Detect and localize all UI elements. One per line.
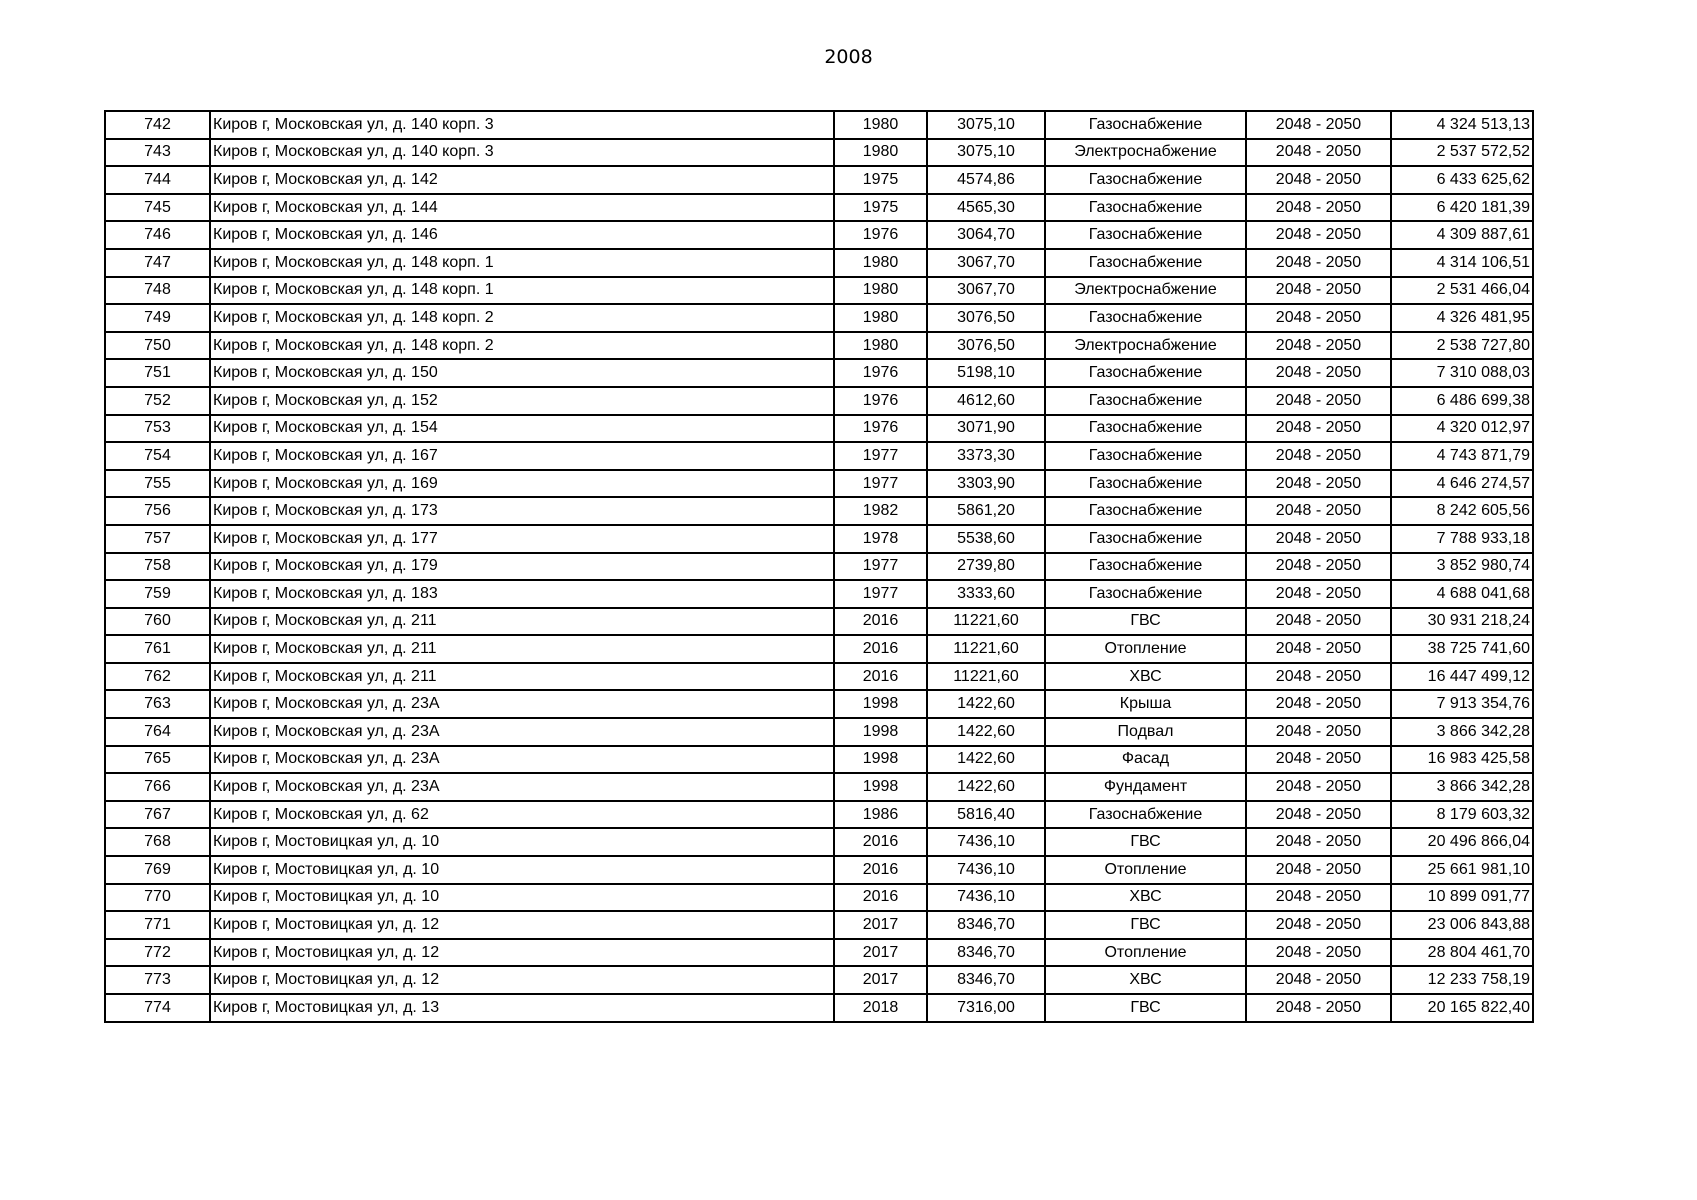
cost-cell: 7 310 088,03 (1391, 359, 1533, 387)
area-cell: 8346,70 (927, 966, 1045, 994)
address-cell: Киров г, Московская ул, д. 154 (210, 415, 834, 443)
work-type-cell: Электроснабжение (1045, 277, 1246, 305)
table-row (105, 746, 1533, 774)
period-cell: 2048 - 2050 (1246, 718, 1391, 746)
work-type-cell: Газоснабжение (1045, 470, 1246, 498)
address-cell: Киров г, Московская ул, д. 177 (210, 525, 834, 553)
period-cell: 2048 - 2050 (1246, 966, 1391, 994)
area-cell: 3067,70 (927, 249, 1045, 277)
period-cell: 2048 - 2050 (1246, 911, 1391, 939)
cost-cell: 2 531 466,04 (1391, 277, 1533, 305)
address-cell: Киров г, Московская ул, д. 23А (210, 690, 834, 718)
row-number-cell: 760 (105, 608, 210, 636)
repair-schedule-table (104, 110, 1534, 1023)
table-row (105, 497, 1533, 525)
work-type-cell: Газоснабжение (1045, 580, 1246, 608)
table-row (105, 773, 1533, 801)
work-type-cell: Газоснабжение (1045, 111, 1246, 139)
address-cell: Киров г, Московская ул, д. 140 корп. 3 (210, 111, 834, 139)
row-number-cell: 745 (105, 194, 210, 222)
row-number-cell: 765 (105, 746, 210, 774)
row-number-cell: 757 (105, 525, 210, 553)
cost-cell: 3 866 342,28 (1391, 718, 1533, 746)
cost-cell: 28 804 461,70 (1391, 939, 1533, 967)
table-row (105, 249, 1533, 277)
page-number: 2008 (824, 46, 873, 68)
year-built-cell: 1976 (834, 221, 927, 249)
year-built-cell: 1977 (834, 442, 927, 470)
work-type-cell: Фундамент (1045, 773, 1246, 801)
year-built-cell: 1975 (834, 194, 927, 222)
table-row (105, 635, 1533, 663)
work-type-cell: ХВС (1045, 663, 1246, 691)
year-built-cell: 1980 (834, 249, 927, 277)
area-cell: 5198,10 (927, 359, 1045, 387)
year-built-cell: 1976 (834, 359, 927, 387)
year-built-cell: 1998 (834, 690, 927, 718)
period-cell: 2048 - 2050 (1246, 608, 1391, 636)
address-cell: Киров г, Московская ул, д. 179 (210, 553, 834, 581)
table-row (105, 608, 1533, 636)
address-cell: Киров г, Московская ул, д. 148 корп. 1 (210, 249, 834, 277)
row-number-cell: 748 (105, 277, 210, 305)
period-cell: 2048 - 2050 (1246, 828, 1391, 856)
cost-cell: 16 983 425,58 (1391, 746, 1533, 774)
area-cell: 7436,10 (927, 856, 1045, 884)
area-cell: 1422,60 (927, 746, 1045, 774)
area-cell: 3373,30 (927, 442, 1045, 470)
cost-cell: 4 324 513,13 (1391, 111, 1533, 139)
period-cell: 2048 - 2050 (1246, 442, 1391, 470)
cost-cell: 6 420 181,39 (1391, 194, 1533, 222)
table-row (105, 111, 1533, 139)
period-cell: 2048 - 2050 (1246, 359, 1391, 387)
row-number-cell: 759 (105, 580, 210, 608)
work-type-cell: ХВС (1045, 884, 1246, 912)
cost-cell: 4 326 481,95 (1391, 304, 1533, 332)
cost-cell: 23 006 843,88 (1391, 911, 1533, 939)
area-cell: 3075,10 (927, 139, 1045, 167)
work-type-cell: Отопление (1045, 856, 1246, 884)
work-type-cell: Газоснабжение (1045, 415, 1246, 443)
work-type-cell: Газоснабжение (1045, 359, 1246, 387)
address-cell: Киров г, Московская ул, д. 183 (210, 580, 834, 608)
address-cell: Киров г, Московская ул, д. 142 (210, 166, 834, 194)
cost-cell: 38 725 741,60 (1391, 635, 1533, 663)
area-cell: 7436,10 (927, 884, 1045, 912)
area-cell: 2739,80 (927, 553, 1045, 581)
address-cell: Киров г, Московская ул, д. 23А (210, 718, 834, 746)
period-cell: 2048 - 2050 (1246, 663, 1391, 691)
table-row (105, 966, 1533, 994)
row-number-cell: 763 (105, 690, 210, 718)
table-row (105, 442, 1533, 470)
cost-cell: 7 788 933,18 (1391, 525, 1533, 553)
address-cell: Киров г, Мостовицкая ул, д. 10 (210, 884, 834, 912)
cost-cell: 20 165 822,40 (1391, 994, 1533, 1022)
work-type-cell: Газоснабжение (1045, 525, 1246, 553)
year-built-cell: 2018 (834, 994, 927, 1022)
work-type-cell: Отопление (1045, 939, 1246, 967)
cost-cell: 4 314 106,51 (1391, 249, 1533, 277)
work-type-cell: ГВС (1045, 828, 1246, 856)
year-built-cell: 1980 (834, 139, 927, 167)
table-row (105, 415, 1533, 443)
period-cell: 2048 - 2050 (1246, 497, 1391, 525)
area-cell: 1422,60 (927, 690, 1045, 718)
area-cell: 11221,60 (927, 608, 1045, 636)
row-number-cell: 766 (105, 773, 210, 801)
area-cell: 11221,60 (927, 663, 1045, 691)
table-row (105, 580, 1533, 608)
row-number-cell: 750 (105, 332, 210, 360)
cost-cell: 6 433 625,62 (1391, 166, 1533, 194)
table-body (105, 111, 1533, 1022)
year-built-cell: 2016 (834, 635, 927, 663)
work-type-cell: Газоснабжение (1045, 166, 1246, 194)
year-built-cell: 1978 (834, 525, 927, 553)
cost-cell: 4 646 274,57 (1391, 470, 1533, 498)
cost-cell: 10 899 091,77 (1391, 884, 1533, 912)
year-built-cell: 2016 (834, 828, 927, 856)
table-row (105, 525, 1533, 553)
year-built-cell: 1982 (834, 497, 927, 525)
row-number-cell: 772 (105, 939, 210, 967)
area-cell: 3303,90 (927, 470, 1045, 498)
year-built-cell: 2017 (834, 966, 927, 994)
table-row (105, 718, 1533, 746)
period-cell: 2048 - 2050 (1246, 746, 1391, 774)
area-cell: 5861,20 (927, 497, 1045, 525)
row-number-cell: 754 (105, 442, 210, 470)
row-number-cell: 762 (105, 663, 210, 691)
row-number-cell: 747 (105, 249, 210, 277)
year-built-cell: 2016 (834, 663, 927, 691)
row-number-cell: 746 (105, 221, 210, 249)
cost-cell: 7 913 354,76 (1391, 690, 1533, 718)
table-row (105, 277, 1533, 305)
year-built-cell: 2016 (834, 884, 927, 912)
cost-cell: 2 537 572,52 (1391, 139, 1533, 167)
address-cell: Киров г, Московская ул, д. 148 корп. 2 (210, 304, 834, 332)
cost-cell: 12 233 758,19 (1391, 966, 1533, 994)
work-type-cell: Газоснабжение (1045, 387, 1246, 415)
cost-cell: 16 447 499,12 (1391, 663, 1533, 691)
period-cell: 2048 - 2050 (1246, 304, 1391, 332)
area-cell: 5538,60 (927, 525, 1045, 553)
work-type-cell: ГВС (1045, 911, 1246, 939)
area-cell: 5816,40 (927, 801, 1045, 829)
cost-cell: 8 242 605,56 (1391, 497, 1533, 525)
row-number-cell: 771 (105, 911, 210, 939)
period-cell: 2048 - 2050 (1246, 580, 1391, 608)
row-number-cell: 761 (105, 635, 210, 663)
row-number-cell: 755 (105, 470, 210, 498)
period-cell: 2048 - 2050 (1246, 994, 1391, 1022)
year-built-cell: 1975 (834, 166, 927, 194)
period-cell: 2048 - 2050 (1246, 884, 1391, 912)
address-cell: Киров г, Московская ул, д. 148 корп. 1 (210, 277, 834, 305)
period-cell: 2048 - 2050 (1246, 249, 1391, 277)
area-cell: 1422,60 (927, 718, 1045, 746)
area-cell: 7436,10 (927, 828, 1045, 856)
work-type-cell: ГВС (1045, 994, 1246, 1022)
table-row (105, 939, 1533, 967)
table-row (105, 884, 1533, 912)
row-number-cell: 758 (105, 553, 210, 581)
area-cell: 3076,50 (927, 304, 1045, 332)
area-cell: 3075,10 (927, 111, 1045, 139)
work-type-cell: Отопление (1045, 635, 1246, 663)
address-cell: Киров г, Мостовицкая ул, д. 12 (210, 911, 834, 939)
area-cell: 3067,70 (927, 277, 1045, 305)
table-row (105, 690, 1533, 718)
table-row (105, 221, 1533, 249)
year-built-cell: 1986 (834, 801, 927, 829)
period-cell: 2048 - 2050 (1246, 111, 1391, 139)
year-built-cell: 1980 (834, 111, 927, 139)
row-number-cell: 773 (105, 966, 210, 994)
row-number-cell: 742 (105, 111, 210, 139)
cost-cell: 3 866 342,28 (1391, 773, 1533, 801)
address-cell: Киров г, Московская ул, д. 146 (210, 221, 834, 249)
area-cell: 3064,70 (927, 221, 1045, 249)
year-built-cell: 2016 (834, 608, 927, 636)
period-cell: 2048 - 2050 (1246, 415, 1391, 443)
cost-cell: 6 486 699,38 (1391, 387, 1533, 415)
year-built-cell: 1998 (834, 773, 927, 801)
period-cell: 2048 - 2050 (1246, 332, 1391, 360)
cost-cell: 3 852 980,74 (1391, 553, 1533, 581)
cost-cell: 2 538 727,80 (1391, 332, 1533, 360)
row-number-cell: 769 (105, 856, 210, 884)
work-type-cell: Газоснабжение (1045, 553, 1246, 581)
table-row (105, 994, 1533, 1022)
address-cell: Киров г, Мостовицкая ул, д. 10 (210, 856, 834, 884)
period-cell: 2048 - 2050 (1246, 387, 1391, 415)
period-cell: 2048 - 2050 (1246, 635, 1391, 663)
area-cell: 4574,86 (927, 166, 1045, 194)
row-number-cell: 768 (105, 828, 210, 856)
area-cell: 4612,60 (927, 387, 1045, 415)
period-cell: 2048 - 2050 (1246, 194, 1391, 222)
cost-cell: 25 661 981,10 (1391, 856, 1533, 884)
area-cell: 8346,70 (927, 939, 1045, 967)
year-built-cell: 1998 (834, 746, 927, 774)
area-cell: 3071,90 (927, 415, 1045, 443)
address-cell: Киров г, Московская ул, д. 211 (210, 608, 834, 636)
table-row (105, 332, 1533, 360)
period-cell: 2048 - 2050 (1246, 277, 1391, 305)
table-row (105, 359, 1533, 387)
period-cell: 2048 - 2050 (1246, 525, 1391, 553)
table-row (105, 304, 1533, 332)
address-cell: Киров г, Московская ул, д. 148 корп. 2 (210, 332, 834, 360)
address-cell: Киров г, Московская ул, д. 173 (210, 497, 834, 525)
area-cell: 3076,50 (927, 332, 1045, 360)
area-cell: 7316,00 (927, 994, 1045, 1022)
work-type-cell: Газоснабжение (1045, 221, 1246, 249)
table-row (105, 470, 1533, 498)
address-cell: Киров г, Московская ул, д. 167 (210, 442, 834, 470)
address-cell: Киров г, Московская ул, д. 150 (210, 359, 834, 387)
work-type-cell: Газоснабжение (1045, 442, 1246, 470)
work-type-cell: Газоснабжение (1045, 304, 1246, 332)
period-cell: 2048 - 2050 (1246, 856, 1391, 884)
row-number-cell: 751 (105, 359, 210, 387)
year-built-cell: 2017 (834, 911, 927, 939)
work-type-cell: Газоснабжение (1045, 249, 1246, 277)
row-number-cell: 753 (105, 415, 210, 443)
table-row (105, 166, 1533, 194)
work-type-cell: Газоснабжение (1045, 497, 1246, 525)
address-cell: Киров г, Московская ул, д. 62 (210, 801, 834, 829)
table-row (105, 387, 1533, 415)
cost-cell: 20 496 866,04 (1391, 828, 1533, 856)
year-built-cell: 2016 (834, 856, 927, 884)
period-cell: 2048 - 2050 (1246, 470, 1391, 498)
year-built-cell: 2017 (834, 939, 927, 967)
work-type-cell: Газоснабжение (1045, 194, 1246, 222)
table-row (105, 856, 1533, 884)
cost-cell: 8 179 603,32 (1391, 801, 1533, 829)
work-type-cell: Газоснабжение (1045, 801, 1246, 829)
row-number-cell: 774 (105, 994, 210, 1022)
year-built-cell: 1977 (834, 470, 927, 498)
table-row (105, 911, 1533, 939)
year-built-cell: 1976 (834, 387, 927, 415)
cost-cell: 4 320 012,97 (1391, 415, 1533, 443)
period-cell: 2048 - 2050 (1246, 939, 1391, 967)
area-cell: 8346,70 (927, 911, 1045, 939)
row-number-cell: 764 (105, 718, 210, 746)
period-cell: 2048 - 2050 (1246, 166, 1391, 194)
address-cell: Киров г, Московская ул, д. 211 (210, 663, 834, 691)
address-cell: Киров г, Московская ул, д. 140 корп. 3 (210, 139, 834, 167)
year-built-cell: 1980 (834, 277, 927, 305)
address-cell: Киров г, Мостовицкая ул, д. 13 (210, 994, 834, 1022)
cost-cell: 4 743 871,79 (1391, 442, 1533, 470)
row-number-cell: 744 (105, 166, 210, 194)
period-cell: 2048 - 2050 (1246, 801, 1391, 829)
address-cell: Киров г, Московская ул, д. 211 (210, 635, 834, 663)
work-type-cell: Электроснабжение (1045, 332, 1246, 360)
work-type-cell: Электроснабжение (1045, 139, 1246, 167)
year-built-cell: 1998 (834, 718, 927, 746)
year-built-cell: 1977 (834, 553, 927, 581)
area-cell: 4565,30 (927, 194, 1045, 222)
work-type-cell: Фасад (1045, 746, 1246, 774)
year-built-cell: 1977 (834, 580, 927, 608)
work-type-cell: Крыша (1045, 690, 1246, 718)
table-row (105, 663, 1533, 691)
table-row (105, 139, 1533, 167)
table-row (105, 553, 1533, 581)
address-cell: Киров г, Московская ул, д. 23А (210, 773, 834, 801)
row-number-cell: 752 (105, 387, 210, 415)
year-built-cell: 1980 (834, 304, 927, 332)
period-cell: 2048 - 2050 (1246, 773, 1391, 801)
address-cell: Киров г, Мостовицкая ул, д. 12 (210, 939, 834, 967)
row-number-cell: 756 (105, 497, 210, 525)
row-number-cell: 743 (105, 139, 210, 167)
table-row (105, 828, 1533, 856)
area-cell: 11221,60 (927, 635, 1045, 663)
period-cell: 2048 - 2050 (1246, 553, 1391, 581)
address-cell: Киров г, Московская ул, д. 23А (210, 746, 834, 774)
area-cell: 3333,60 (927, 580, 1045, 608)
address-cell: Киров г, Московская ул, д. 169 (210, 470, 834, 498)
address-cell: Киров г, Мостовицкая ул, д. 10 (210, 828, 834, 856)
work-type-cell: Подвал (1045, 718, 1246, 746)
cost-cell: 4 309 887,61 (1391, 221, 1533, 249)
table-row (105, 801, 1533, 829)
cost-cell: 4 688 041,68 (1391, 580, 1533, 608)
address-cell: Киров г, Московская ул, д. 152 (210, 387, 834, 415)
cost-cell: 30 931 218,24 (1391, 608, 1533, 636)
address-cell: Киров г, Мостовицкая ул, д. 12 (210, 966, 834, 994)
work-type-cell: ХВС (1045, 966, 1246, 994)
row-number-cell: 749 (105, 304, 210, 332)
period-cell: 2048 - 2050 (1246, 139, 1391, 167)
row-number-cell: 770 (105, 884, 210, 912)
period-cell: 2048 - 2050 (1246, 221, 1391, 249)
table-row (105, 194, 1533, 222)
year-built-cell: 1980 (834, 332, 927, 360)
area-cell: 1422,60 (927, 773, 1045, 801)
address-cell: Киров г, Московская ул, д. 144 (210, 194, 834, 222)
year-built-cell: 1976 (834, 415, 927, 443)
row-number-cell: 767 (105, 801, 210, 829)
work-type-cell: ГВС (1045, 608, 1246, 636)
period-cell: 2048 - 2050 (1246, 690, 1391, 718)
